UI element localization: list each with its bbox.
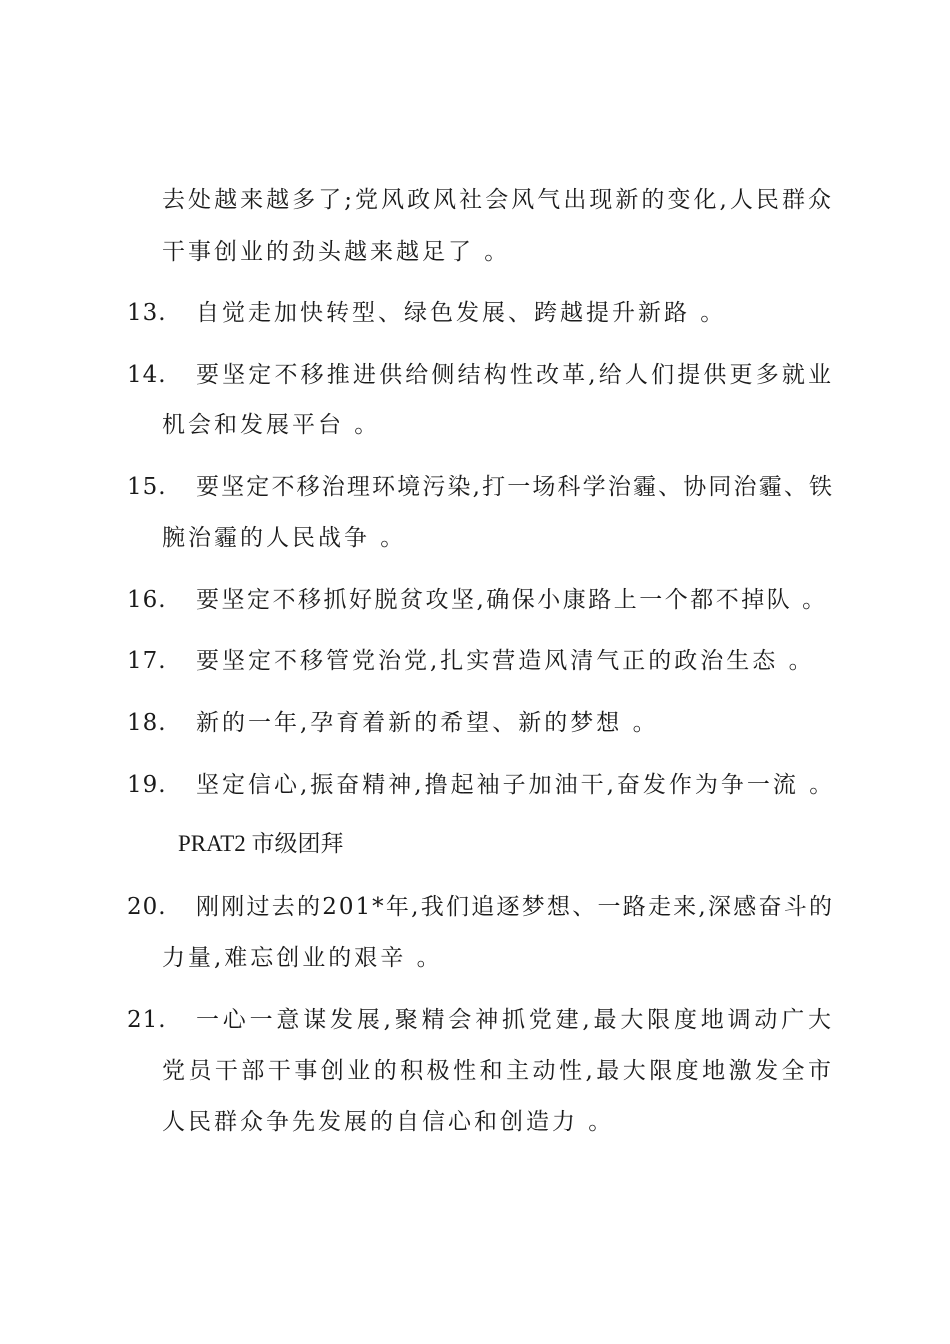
- list-item-text: 人民群众争先发展的自信心和创造力 。: [162, 1109, 615, 1135]
- list-item-number: 21.: [127, 1007, 167, 1033]
- list-item-number: 13.: [127, 300, 167, 326]
- list-item-text: 机会和发展平台 。: [162, 412, 381, 438]
- list-item-number: 15.: [127, 474, 167, 500]
- list-item-text: 力量,难忘创业的艰辛 。: [162, 945, 443, 971]
- list-item-number: 18.: [127, 710, 167, 736]
- list-item-number: 17.: [127, 648, 167, 674]
- list-item-text: 党员干部干事创业的积极性和主动性,最大限度地激发全市: [162, 1058, 834, 1084]
- list-item-text: 要坚定不移抓好脱贫攻坚,确保小康路上一个都不掉队 。: [196, 587, 828, 613]
- list-item-text: 要坚定不移推进供给侧结构性改革,给人们提供更多就业: [196, 362, 834, 388]
- list-item-text: 新的一年,孕育着新的希望、新的梦想 。: [196, 710, 659, 736]
- paragraph-line: 去处越来越多了;党风政风社会风气出现新的变化,人民群众: [162, 187, 834, 213]
- list-item-text: 坚定信心,振奋精神,撸起袖子加油干,奋发作为争一流 。: [196, 772, 836, 798]
- list-item-text: 一心一意谋发展,聚精会神抓党建,最大限度地调动广大: [196, 1007, 834, 1033]
- paragraph-line: 干事创业的劲头越来越足了 。: [162, 239, 511, 265]
- section-heading: PRAT2 市级团拜: [178, 831, 344, 856]
- list-item-text: 要坚定不移管党治党,扎实营造风清气正的政治生态 。: [196, 648, 815, 674]
- list-item-text: 腕治霾的人民战争 。: [162, 525, 407, 551]
- list-item-number: 19.: [127, 772, 167, 798]
- list-item-number: 14.: [127, 362, 167, 388]
- list-item-number: 20.: [127, 894, 167, 920]
- list-item-text: 要坚定不移治理环境污染,打一场科学治霾、协同治霾、铁: [196, 474, 834, 500]
- list-item-text: 自觉走加快转型、绿色发展、跨越提升新路 。: [196, 300, 727, 326]
- list-item-number: 16.: [127, 587, 167, 613]
- list-item-text: 刚刚过去的201*年,我们追逐梦想、一路走来,深感奋斗的: [196, 894, 834, 920]
